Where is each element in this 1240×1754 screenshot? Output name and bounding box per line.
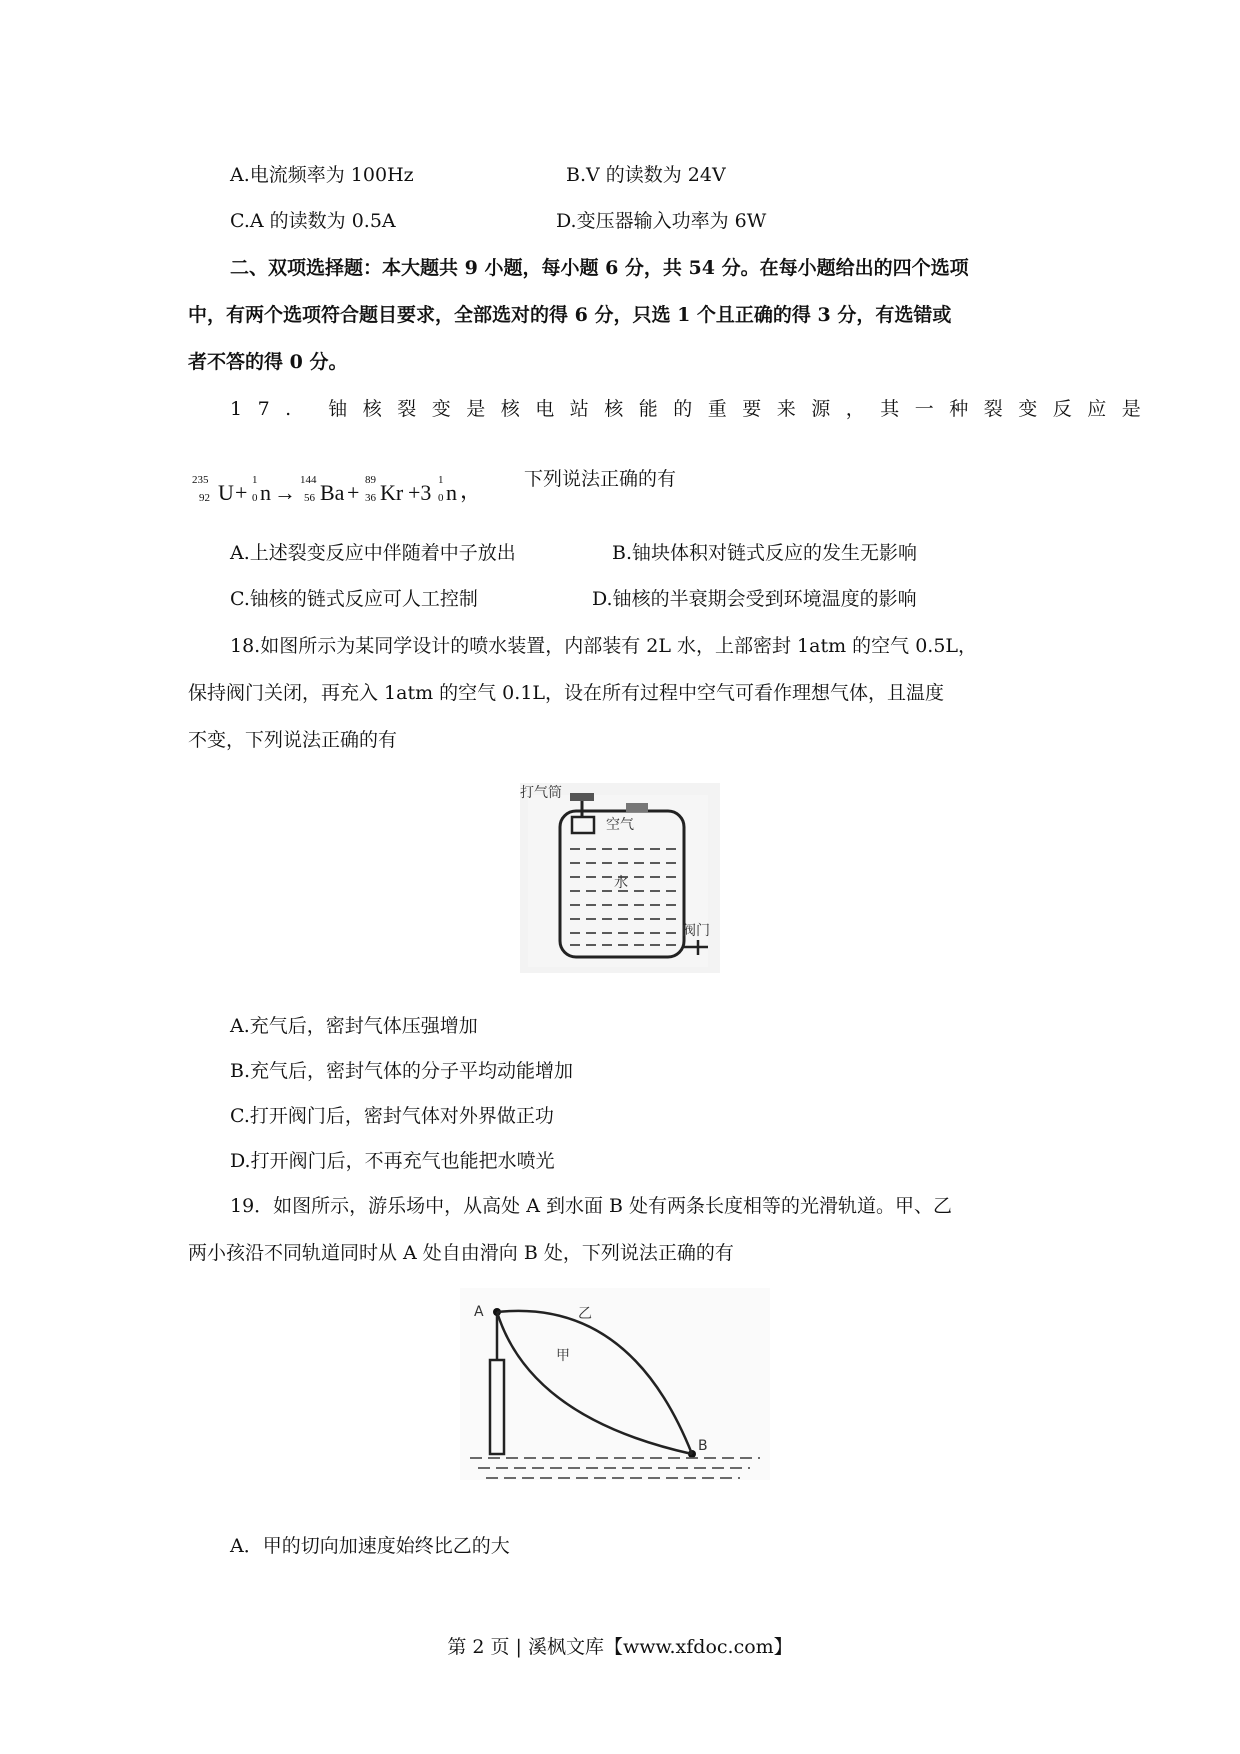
n-atomic-number: 0	[252, 492, 258, 504]
q17-stem: 17. 铀核裂变是核电站核能的重要来源，其一种裂变反应是	[230, 398, 1157, 420]
n-mass-number: 1	[252, 474, 258, 486]
track-jia	[497, 1312, 692, 1454]
q18-line1: 18.如图所示为某同学设计的喷水装置，内部装有 2L 水，上部密封 1atm 的空气 0.5L，	[230, 635, 978, 657]
fission-equation	[192, 470, 522, 514]
sprayer-figure	[520, 783, 720, 973]
slide-figure	[460, 1288, 770, 1480]
u-symbol: U	[218, 480, 234, 505]
q17-after-equation: 下列说法正确的有	[524, 468, 677, 490]
point-b-label: B	[698, 1438, 708, 1454]
u-atomic-number: 92	[199, 492, 210, 504]
kr-mass-number: 89	[365, 474, 376, 486]
n-symbol: n	[260, 480, 271, 505]
ba-symbol: Ba	[320, 480, 345, 505]
section2-line2: 中，有两个选项符合题目要求，全部选对的得 6 分，只选 1 个且正确的得 3 分，有选错或	[188, 304, 952, 326]
water-label: 水	[614, 875, 628, 891]
ba-mass-number: 144	[300, 474, 317, 486]
q16-option-b: B.V 的读数为 24V	[566, 164, 726, 186]
point-a-label: A	[474, 1304, 484, 1320]
comma: ，	[460, 478, 483, 503]
page-footer: 第 2 页 | 溪枫文库【www.xfdoc.com】	[447, 1636, 793, 1658]
pump-label: 打气筒	[520, 785, 562, 801]
q18-option-d: D.打开阀门后，不再充气也能把水喷光	[230, 1150, 555, 1172]
q17-option-d: D.铀核的半衰期会受到环境温度的影响	[592, 588, 917, 610]
kr-symbol: Kr	[380, 480, 404, 505]
ba-atomic-number: 56	[304, 492, 315, 504]
yi-label: 乙	[578, 1306, 592, 1322]
q16-option-c: C.A 的读数为 0.5A	[230, 210, 396, 232]
q19-line2: 两小孩沿不同轨道同时从 A 处自由滑向 B 处，下列说法正确的有	[188, 1242, 734, 1264]
track-yi	[497, 1311, 692, 1454]
section2-line1: 二、双项选择题：本大题共 9 小题，每小题 6 分，共 54 分。在每小题给出的四个选项	[230, 257, 969, 279]
q16-option-d: D.变压器输入功率为 6W	[556, 210, 767, 232]
plus-sign: +	[235, 480, 248, 505]
q17-option-b: B.铀块体积对链式反应的发生无影响	[612, 542, 918, 564]
q18-option-b: B.充气后，密封气体的分子平均动能增加	[230, 1060, 574, 1082]
q18-line3: 不变，下列说法正确的有	[188, 729, 398, 751]
q19-line1: 19．如图所示，游乐场中，从高处 A 到水面 B 处有两条长度相等的光滑轨道。甲、乙	[230, 1195, 953, 1217]
jia-label: 甲	[556, 1348, 570, 1364]
q18-option-a: A.充气后，密封气体压强增加	[230, 1015, 478, 1037]
q18-option-c: C.打开阀门后，密封气体对外界做正功	[230, 1105, 554, 1127]
section2-line3: 者不答的得 0 分。	[188, 351, 348, 373]
plus-sign: +	[347, 480, 360, 505]
arrow: →	[274, 480, 296, 505]
q17-option-a: A.上述裂变反应中伴随着中子放出	[230, 542, 516, 564]
plus-three: +3	[408, 480, 432, 505]
q19-option-a: A．甲的切向加速度始终比乙的大	[230, 1535, 510, 1557]
q18-line2: 保持阀门关闭，再充入 1atm 的空气 0.1L，设在所有过程中空气可看作理想气体，且温度	[188, 682, 945, 704]
u-mass-number: 235	[192, 474, 209, 486]
n2-atomic-number: 0	[438, 492, 444, 504]
q17-option-c: C.铀核的链式反应可人工控制	[230, 588, 478, 610]
kr-atomic-number: 36	[365, 492, 376, 504]
n2-mass-number: 1	[438, 474, 444, 486]
n2-symbol: n	[446, 480, 457, 505]
air-label: 空气	[606, 817, 634, 833]
q16-option-a: A.电流频率为 100Hz	[230, 164, 414, 186]
valve-label: 阀门	[682, 923, 710, 939]
